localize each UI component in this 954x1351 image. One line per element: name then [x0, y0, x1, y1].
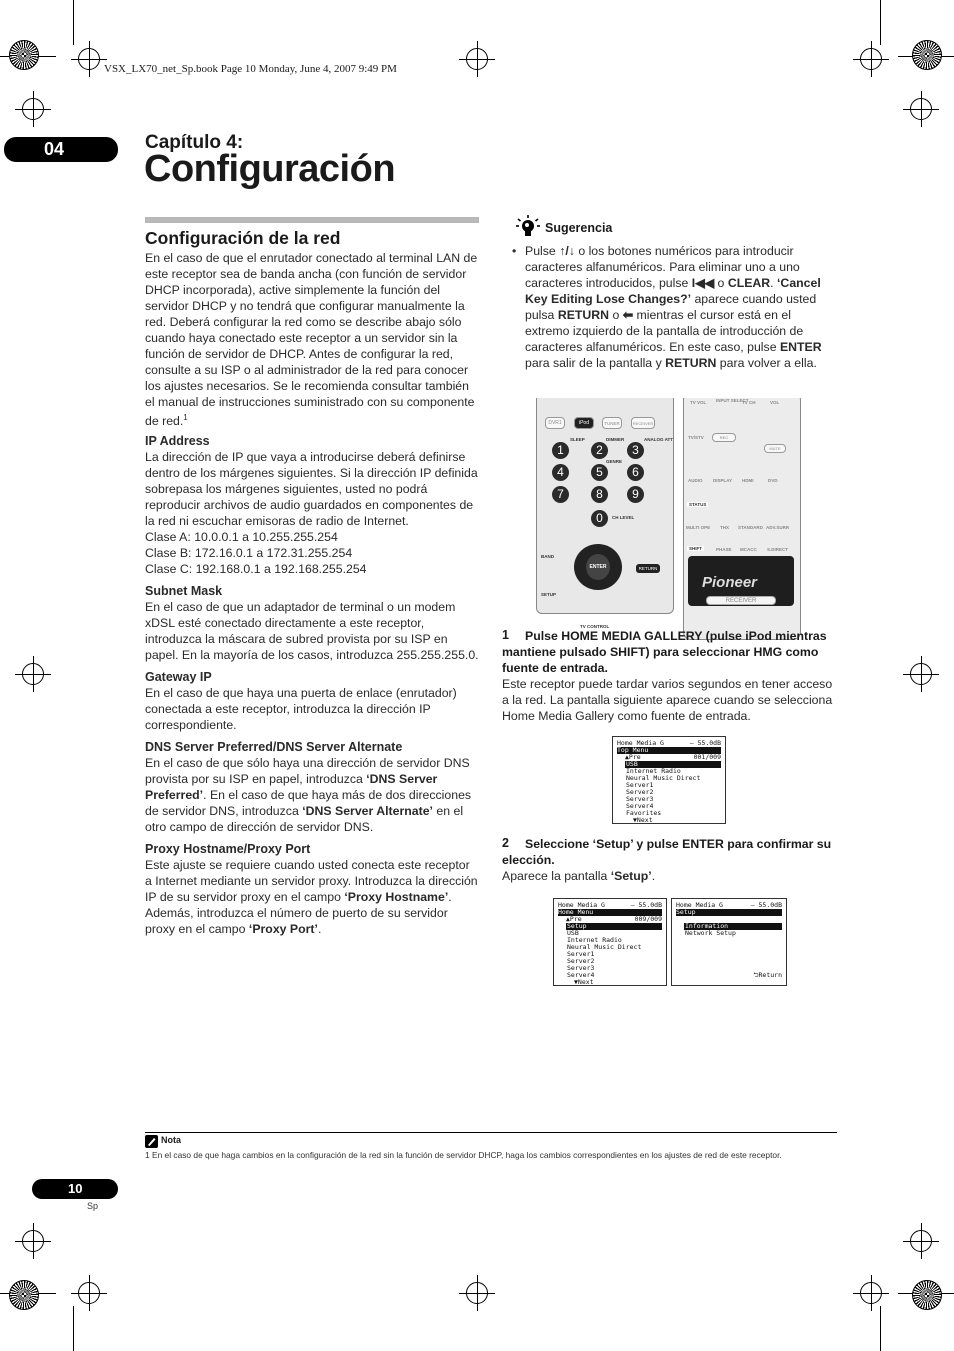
number-key-5: 5	[591, 464, 608, 481]
dvr1-button: DVR1	[545, 417, 565, 429]
registration-starburst-icon	[912, 40, 942, 70]
osd-menu-title: Home Menu	[558, 909, 662, 916]
dns-text: En el caso de que sólo haya una dirección de servidor DNS provista por su ISP en papel, introduzca ‘DNS Server Preferred’. En el caso de que haya más de dos direcciones de servidor DNS, introduzca ‘DNS Server Alternate’ en el otro campo de dirección de servidor DNS.	[145, 756, 472, 835]
footnote-ref: 1	[183, 413, 188, 422]
registration-target-icon	[22, 663, 44, 685]
enter-dpad	[562, 544, 634, 590]
audio-label: AUDIO	[688, 478, 703, 483]
registration-target-icon	[22, 1230, 44, 1252]
step1-text: Este receptor puede tardar varios segundos en tener acceso a la red. La pantalla siguiente aparece cuando se selecciona Home Media Gallery como fuente de entrada.	[502, 677, 833, 723]
print-header: VSX_LX70_net_Sp.book Page 10 Monday, June 4, 2007 9:49 PM	[104, 63, 397, 75]
osd-list-item: Internet Radio	[626, 768, 681, 775]
registration-target-icon	[910, 98, 932, 120]
registration-target-icon	[910, 663, 932, 685]
number-key-7: 7	[552, 486, 569, 503]
note-text: 1 En el caso de que haga cambios en la configuración de la red sin la función de servidor DHCP, haga los cambios correspondientes en los ajustes de red de este receptor.	[145, 1150, 782, 1160]
standard-label: STANDARD	[738, 525, 763, 530]
registration-target-icon	[78, 1282, 100, 1304]
ip-class-b: Clase B: 172.16.0.1 a 172.31.255.254	[145, 546, 353, 561]
registration-target-icon	[910, 1230, 932, 1252]
gateway-text: En el caso de que haya una puerta de enlace (enrutador) conectada a este receptor, introduzca la dirección IP correspondiente.	[145, 686, 457, 733]
osd-list-item: Internet Radio	[567, 937, 622, 944]
step2-instruction: Seleccione ‘Setup’ y pulse ENTER para confirmar su elección.	[502, 837, 832, 867]
page-lang: Sp	[87, 1201, 99, 1211]
osd-list-item: Server2	[567, 958, 595, 965]
multi-ope-label: MULTI OPE	[686, 525, 711, 530]
section-title: Configuración de la red	[145, 228, 341, 248]
vol-label: VOL	[770, 400, 780, 405]
dimmer-label: DIMMER	[606, 437, 625, 442]
ip-heading: IP Address	[145, 434, 210, 449]
osd-list-item: Server1	[567, 951, 595, 958]
proxy-heading: Proxy Hostname/Proxy Port	[145, 842, 311, 857]
number-key-9: 9	[627, 486, 644, 503]
setup-label: SETUP	[541, 592, 557, 597]
receiver-button: RECEIVER	[631, 417, 655, 429]
receiver-mode-button: RECEIVER	[706, 596, 776, 605]
ip-text: La dirección de IP que vaya a introducirse deberá definirse dentro de los márgenes siguientes. Si la dirección IP definida sobrepasa los márgenes siguientes, usted no podrá reproducir archivos de audio guardados en componentes de la red ni escuchar emisoras de radio de Internet.	[145, 450, 478, 529]
thx-label: THX	[720, 525, 729, 530]
step2-number: 2	[502, 836, 509, 850]
osd-list-item: Server3	[626, 796, 654, 803]
analog-att-label: ANALOG ATT	[644, 437, 673, 442]
osd-menu-title: Setup	[676, 909, 782, 916]
number-key-0: 0	[591, 510, 608, 527]
osd-list-item: Network Setup	[685, 930, 736, 937]
number-key-8: 8	[591, 486, 608, 503]
left-column	[145, 250, 479, 937]
dvd-label: DVD	[768, 478, 778, 483]
osd-setup-screen: Home Media G – 55.0dB Setup Information Network Setup ⮌Return	[671, 898, 787, 986]
tip-text: Pulse ↑/↓ o los botones numéricos para introducir caracteres alfanuméricos. Para eliminar uno a uno caracteres introducidos, pulse I◀◀ o CLEAR. ‘Cancel Key Editing Lose Changes?’ aparece cuando usted pulsa RETURN o ⬅ mientras el cursor está en el extremo izquierdo de la pantalla de introducción de caracteres alfanuméricos. En este caso, pulse ENTER para salir de la pantalla y RETURN para volver a ella.	[525, 244, 822, 370]
proxy-text: Este ajuste se requiere cuando usted conecta este receptor a Internet mediante un servidor proxy. Introduzca la dirección IP de su servidor proxy en el campo ‘Proxy Hostname’. Además, introduzca el número de puerto de su servidor proxy en el campo ‘Proxy Port’.	[145, 858, 478, 937]
number-key-2: 2	[591, 442, 608, 459]
registration-target-icon	[860, 1282, 882, 1304]
registration-starburst-icon	[912, 1280, 942, 1310]
tv-control-label: TV CONTROL	[580, 624, 610, 629]
osd-home-menu-screen: Home Media G – 55.0dB Home Menu ▲Pre 009/009 Setup USB Internet Radio Neural Music Direct Server1 Server2 Server3 Server4 ▼Next	[553, 898, 667, 986]
number-key-1: 1	[552, 442, 569, 459]
return-button: RETURN	[636, 564, 660, 573]
registration-target-icon	[466, 1282, 488, 1304]
s-direct-label: S.DIRECT	[767, 547, 789, 552]
number-key-3: 3	[627, 442, 644, 459]
osd-return-label: ⮌Return	[753, 971, 782, 979]
osd-list-item: Server4	[567, 972, 595, 979]
up-down-arrow-icon: ↑/↓	[559, 244, 575, 258]
tip-bullet: •	[512, 244, 517, 258]
chapter-label: Capítulo 4:	[145, 132, 244, 153]
number-key-4: 4	[552, 464, 569, 481]
ip-class-c: Clase C: 192.168.0.1 a 192.168.255.254	[145, 562, 367, 577]
osd-list-item: Favorites	[626, 810, 662, 817]
chapter-badge: 04	[4, 137, 118, 162]
osd-top-menu-screen: Home Media G – 55.0dB Top Menu ▲Pre 001/009 USB Internet Radio Neural Music Direct Server1 Server2 Server3 Server4 Favorites ▼Next	[612, 736, 726, 824]
section-rule	[145, 217, 479, 223]
sleep-label: SLEEP	[570, 437, 585, 442]
step1-instruction: Pulse HOME MEDIA GALLERY (pulse iPod mientras mantiene pulsado SHIFT) para seleccionar HMG como fuente de entrada.	[502, 629, 827, 675]
adv-surr-label: ADV.SURR	[766, 525, 790, 530]
note-heading: Nota	[161, 1135, 181, 1145]
subnet-text: En el caso de que un adaptador de terminal o un modem xDSL esté conectado directamente a este receptor, introduzca la máscara de subred provista por su ISP en papel. En la mayoría de los casos, introduzca 255.255.255.0.	[145, 600, 479, 663]
genre-label: GENRE	[606, 459, 623, 464]
gateway-heading: Gateway IP	[145, 670, 212, 685]
osd-menu-title: Top Menu	[617, 747, 721, 754]
mute-button: MUTE	[764, 444, 786, 453]
number-key-6: 6	[627, 464, 644, 481]
footer-rule	[145, 1132, 837, 1133]
step1-number: 1	[502, 628, 509, 642]
pioneer-logo: Pioneer	[702, 574, 758, 591]
tip-heading: Sugerencia	[545, 221, 613, 235]
hdmi-label: HDMI	[742, 478, 754, 483]
registration-target-icon	[22, 98, 44, 120]
note-icon	[145, 1135, 158, 1148]
ch-level-label: CH LEVEL	[612, 515, 635, 520]
osd-list-item: USB	[625, 761, 721, 768]
rec-button: REC	[712, 433, 736, 442]
osd-list-item: Server2	[626, 789, 654, 796]
osd-list-item: Server1	[626, 782, 654, 789]
skip-back-icon: I◀◀	[691, 276, 715, 290]
osd-list-item: Neural Music Direct	[626, 775, 701, 782]
registration-target-icon	[78, 48, 100, 70]
osd-list-item: Neural Music Direct	[567, 944, 642, 951]
tv-stv-label: TV/STV	[688, 435, 704, 440]
status-label: STATUS	[689, 502, 707, 507]
input-select-label: INPUT SELECT	[716, 398, 749, 403]
registration-target-icon	[860, 48, 882, 70]
page-number: 10	[32, 1179, 118, 1199]
registration-starburst-icon	[9, 1280, 39, 1310]
subnet-heading: Subnet Mask	[145, 584, 223, 599]
ipod-button: iPod	[574, 417, 594, 429]
registration-target-icon	[466, 48, 488, 70]
osd-list-item: Server3	[567, 965, 595, 972]
ip-class-a: Clase A: 10.0.0.1 a 10.255.255.254	[145, 530, 338, 545]
dns-heading: DNS Server Preferred/DNS Server Alternate	[145, 740, 403, 755]
registration-starburst-icon	[9, 40, 39, 70]
lightbulb-icon	[516, 215, 540, 237]
osd-list-item: Server4	[626, 803, 654, 810]
osd-list-item: Information	[684, 923, 782, 930]
mcacc-label: MCACC	[740, 547, 757, 552]
intro-text: En el caso de que el enrutador conectado al terminal LAN de este receptor sea de banda ancha (con función de servidor DHCP incorporada), active simplemente la función del servidor DHCP y no tendrá que configurar manualmente la red. Deberá configurar la red como se describe abajo sólo cuando haya conectado este receptor a un servidor sin la función de servidor de DHCP. Antes de configurar la red, consulte a su ISP o al administrador de la red para conocer los ajustes necesarios. Se le recomienda consultar también el manual de instrucciones suministrado con su componente de red.	[145, 251, 478, 429]
phase-label: PHASE	[716, 547, 732, 552]
remote-illustration	[530, 398, 804, 642]
tv-vol-label: TV VOL	[690, 400, 707, 405]
shift-label: SHIFT	[689, 546, 702, 551]
left-arrow-icon: ⬅	[622, 308, 634, 322]
tv-ch-label: TV CH	[742, 400, 756, 405]
osd-list-item: USB	[567, 930, 579, 937]
chapter-title: Configuración	[144, 148, 396, 190]
band-label: BAND	[541, 554, 554, 559]
enter-button: ENTER	[586, 554, 610, 580]
step2-text: Aparece la pantalla ‘Setup’.	[502, 869, 656, 883]
display-label: DISPLAY	[713, 478, 733, 483]
osd-list-item: Setup	[566, 923, 662, 930]
tuner-button: TUNER	[602, 417, 622, 429]
